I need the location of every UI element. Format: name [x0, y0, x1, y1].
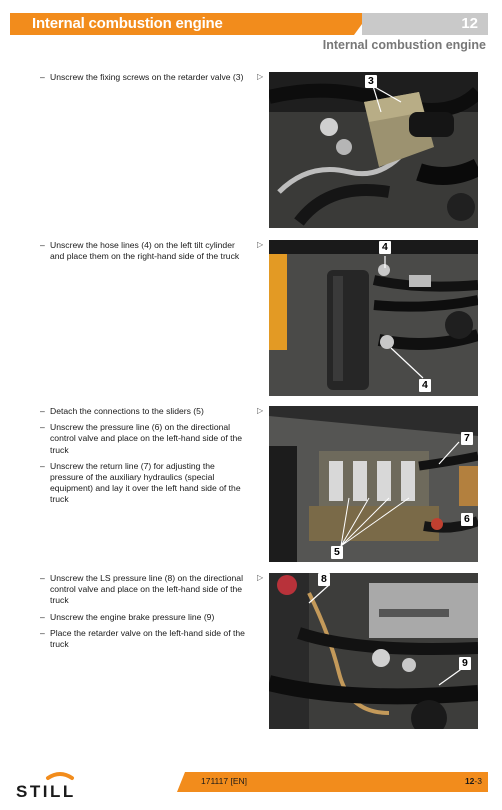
step-list — [40, 240, 250, 267]
instruction-step — [40, 406, 250, 417]
step-text: Unscrew the hose lines (4) on the left tilt cylinder and place them on the right-hand side of the truck — [50, 240, 240, 262]
callout-label: 4 — [379, 241, 391, 254]
pointer-arrow-icon: ▷ — [257, 72, 264, 81]
callout-label: 3 — [365, 75, 377, 88]
step-text: Unscrew the LS pressure line (8) on the directional control valve and place on the left-hand side of the truck — [50, 573, 243, 606]
step-text: Place the retarder valve on the left-hand side of the truck — [50, 627, 245, 650]
chapter-title: Internal combustion engine — [32, 15, 223, 32]
step-text: Unscrew the return line (7) for adjusting the pressure of the auxiliary hydraulics (special equipment) and lay it over the left hand side of the truck — [50, 460, 241, 505]
callout-label: 7 — [461, 432, 473, 445]
page-chapter: 12 — [464, 776, 475, 786]
chapter-number: 12 — [461, 15, 478, 32]
document-number: 171117 [EN] — [201, 776, 247, 786]
engine-photo-retarder-valve — [269, 72, 478, 228]
step-dash: – — [40, 611, 45, 622]
pointer-arrow-icon: ▷ — [257, 406, 264, 415]
section-subtitle: Internal combustion engine — [322, 38, 486, 52]
instruction-step — [40, 573, 250, 607]
still-logo — [14, 768, 106, 802]
page-number — [465, 776, 482, 786]
instruction-step — [40, 612, 250, 623]
instruction-step — [40, 628, 250, 650]
step-text: Unscrew the fixing screws on the retarder valve (3) — [50, 72, 244, 82]
step-text: Unscrew the engine brake pressure line (9) — [50, 611, 215, 622]
callout-label: 6 — [461, 513, 473, 526]
step-dash: – — [40, 240, 45, 250]
step-dash: – — [40, 627, 45, 638]
step-list — [40, 573, 250, 655]
step-list — [40, 72, 250, 88]
pointer-arrow-icon: ▷ — [257, 240, 264, 249]
logo-text: STILL — [16, 782, 76, 801]
step-text: Unscrew the pressure line (6) on the directional control valve and place on the left-hand side of the truck — [50, 422, 243, 455]
callout-label: 8 — [318, 573, 330, 586]
chapter-header — [10, 13, 488, 35]
step-dash: – — [40, 406, 45, 416]
engine-photo-tilt-cylinder — [269, 240, 478, 396]
footer-band-tip — [177, 772, 185, 792]
engine-photo-brake-line — [269, 573, 478, 729]
callout-label: 5 — [331, 546, 343, 559]
instruction-step — [40, 422, 250, 456]
instruction-step — [40, 72, 250, 83]
page-index: 3 — [477, 776, 482, 786]
callout-label: 4 — [419, 379, 431, 392]
callout-label: 9 — [459, 657, 471, 670]
step-dash: – — [40, 422, 45, 433]
page-separator: - — [474, 776, 478, 786]
step-dash: – — [40, 573, 45, 583]
step-dash: – — [40, 460, 45, 471]
engine-photo-control-valve — [269, 406, 478, 562]
instruction-step — [40, 240, 250, 262]
step-list — [40, 406, 250, 511]
step-dash: – — [40, 72, 45, 82]
pointer-arrow-icon: ▷ — [257, 573, 264, 582]
step-text: Detach the connections to the sliders (5) — [50, 406, 204, 416]
instruction-step — [40, 461, 250, 506]
